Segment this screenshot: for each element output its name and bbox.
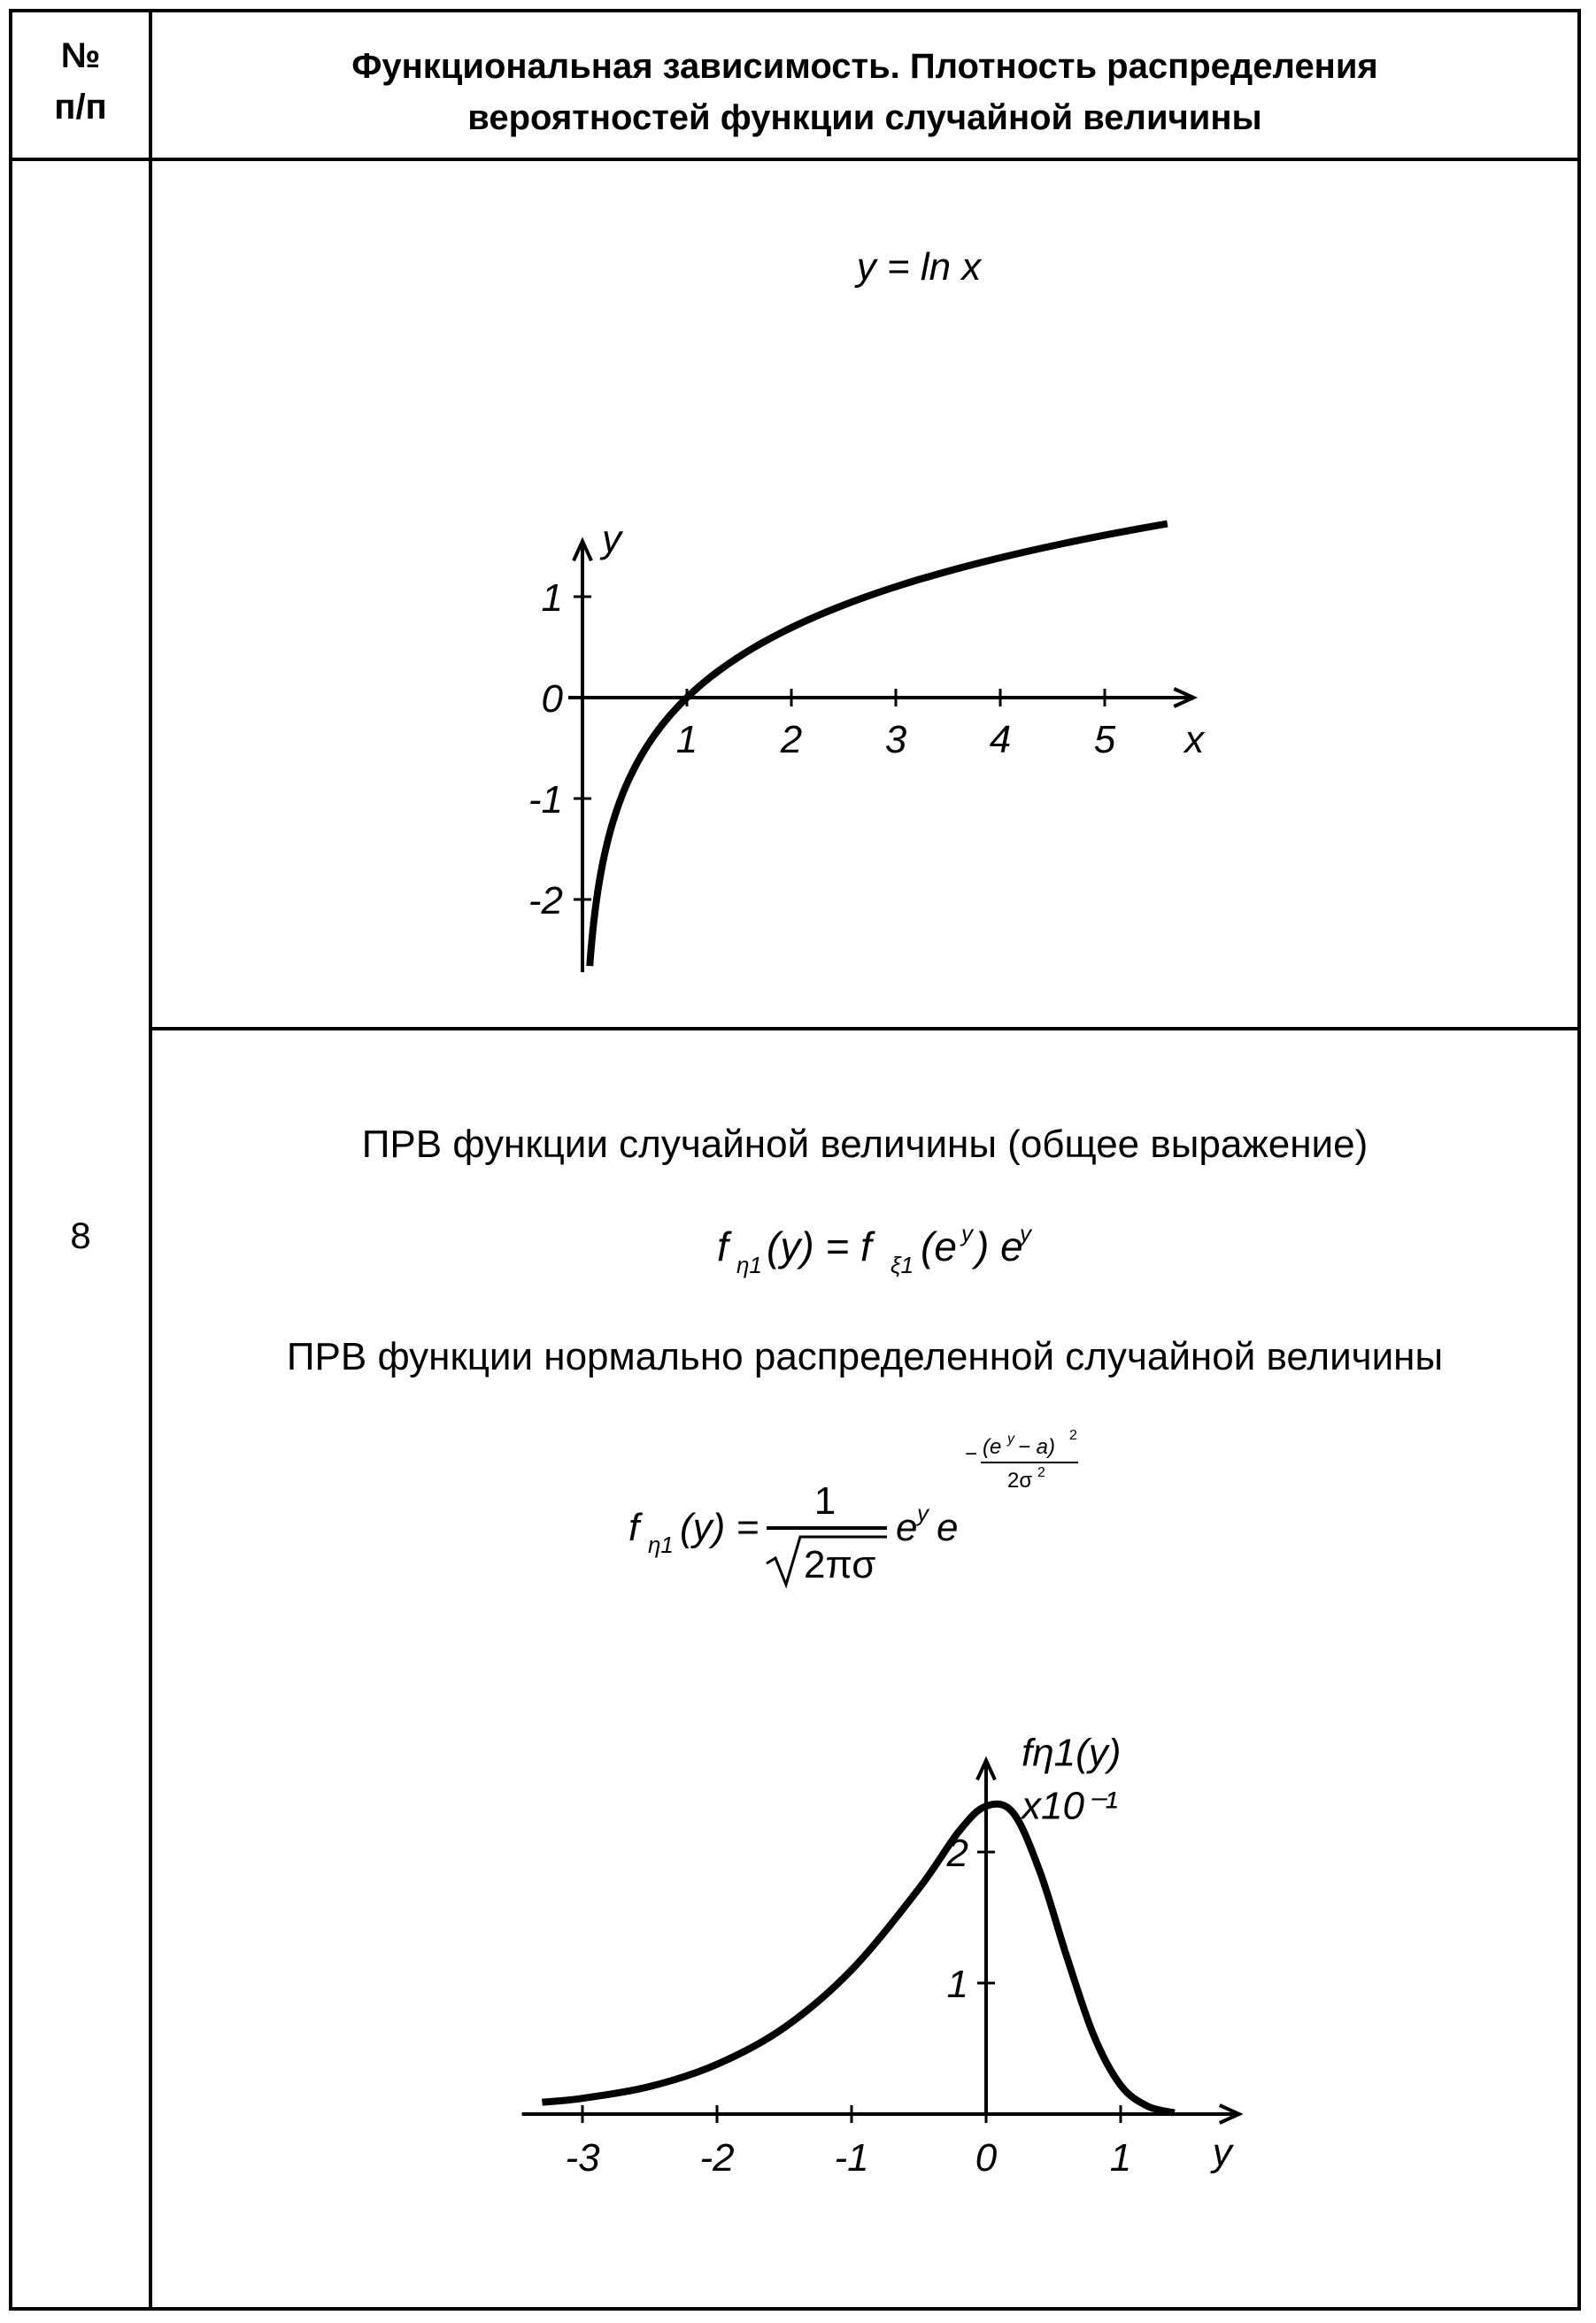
nf-arg: (y) = [680,1506,759,1549]
section-divider [149,1027,1581,1030]
ln-chart [152,161,1577,1027]
ln-xtick-label: 5 [1093,718,1116,761]
ln-ylabel: y [602,517,621,561]
formula-f: f [717,1223,729,1270]
table-border-left [9,9,12,2311]
formula-close: ) e [975,1223,1023,1270]
prv-normal-title: ПРВ функции нормально распределенной случайной величины [286,1335,1444,1378]
nf-exp-den: 2σ [1007,1469,1033,1493]
ln-xlabel: x [1184,718,1205,761]
formula-sub-eta1: η1 [736,1252,762,1278]
ln-ytick-label: -2 [528,879,563,922]
nf-exp-num: (e [983,1435,1002,1459]
pdf-xlabel: y [1212,2131,1232,2174]
nf-f: f [628,1506,640,1549]
formula-arg: (y) = f [767,1223,872,1270]
header-col2 [152,41,1577,143]
pdf-curve [542,1804,1174,2113]
table-border-bottom [9,2307,1581,2311]
pdf-ylabel: fη1(y) [1022,1731,1122,1775]
nf-ey-sup: y [917,1500,929,1526]
header-col2-line1: Функциональная зависимость. Плотность распределения [351,47,1378,86]
ln-xtick-label: 1 [675,718,698,761]
header-col2-line2: вероятностей функции случайной величины [467,98,1262,137]
formula-sup-y2: y [1020,1220,1031,1246]
pdf-ytick-label: 2 [946,1832,968,1875]
nf-exp-minus: − [965,1442,978,1466]
prv-normal-formula [611,1408,1142,1602]
pdf-xtick-label: -3 [565,2136,600,2180]
header-col1 [12,30,149,133]
formula-sub-xi1: ξ1 [891,1252,914,1278]
pdf-xtick-label: 0 [975,2136,998,2180]
pdf-y-multiplier: x10⁻¹ [1022,1784,1118,1828]
nf-exp-num-sup: y [1007,1432,1014,1447]
formula-exp: (e [921,1223,957,1270]
row-number: 8 [70,1215,91,1256]
nf-one: 1 [813,1479,837,1523]
nf-sub: η1 [648,1532,674,1558]
header-col1-line2: п/п [54,88,107,127]
ln-ytick-label: -1 [528,778,563,822]
ln-xtick-label: 2 [780,718,803,761]
nf-ey: e [896,1506,918,1549]
ln-xtick-label: 3 [884,718,907,761]
ln-xtick-label: 4 [989,718,1012,761]
pdf-ytick-label: 1 [946,1963,968,2006]
header-col1-line1: № [60,36,101,75]
table-border-top [9,9,1581,12]
nf-e: e [937,1506,959,1549]
prv-general-formula [690,1206,1062,1294]
ln-ytick-label: 0 [541,677,563,721]
pdf-chart [152,1647,1577,2307]
nf-denominator: 2πσ [804,1543,876,1586]
pdf-xtick-label: 1 [1109,2136,1132,2180]
pdf-xtick-label: -1 [834,2136,869,2180]
table-border-right [1577,9,1581,2311]
nf-exp-den-sup: 2 [1037,1465,1045,1480]
formula-sup-y: y [961,1220,973,1246]
ln-ytick-label: 1 [541,576,563,620]
ln-formula: y = ln x [856,245,982,289]
pdf-xtick-label: -2 [699,2136,735,2180]
nf-exp-sq: 2 [1069,1428,1077,1443]
prv-general-title: ПРВ функции случайной величины (общее выражение) [361,1123,1369,1166]
nf-exp-num2: − a) [1018,1435,1056,1459]
